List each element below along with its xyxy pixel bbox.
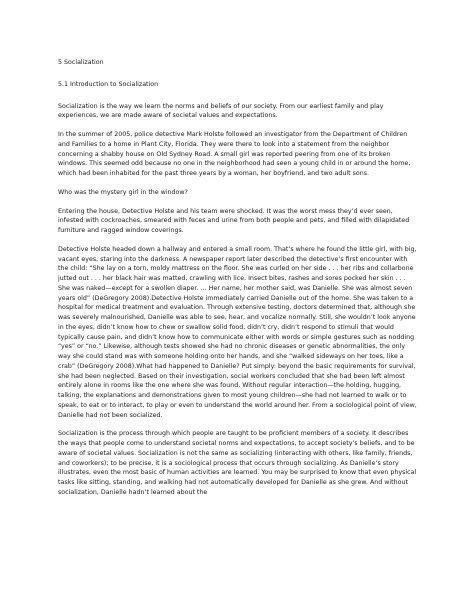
paragraph-5: Detective Holste headed down a hallway and entered a small room. That’s where he found the little girl, with big, vacant eyes, staring into the darkness. A newspaper report later described the detective’s first encounter with the child: “She lay on a torn, moldy mattress on the floor. She was curled on her side . . . her ribs and collarbone jutted out . . . her black hair was matted, crawling with lice. Insect bites, rashes and sores pocked her skin . . . She was naked—except for a swollen diaper. … Her name, her mother said, was Danielle. She was almost seven years old” (DeGregory 2008).Detective Holste immediately carried Danielle out of the home. She was taken to a hospital for medical treatment and evaluation. Through extensive testing, doctors determined that, although she was severely malnourished, Danielle was able to see, hear, and vocalize normally. Still, she wouldn’t look anyone in the eyes, didn’t know how to chew or swallow solid food, didn’t cry, didn’t respond to stimuli that would typically cause pain, and didn’t know how to communicate either with words or simple gestures such as nodding “yes” or “no.” Likewise, although tests showed she had no chronic diseases or genetic abnormalities, the only way she could stand was with someone holding onto her hands, and she “walked sideways on her toes, like a crab” (DeGregory 2008).What had happened to Danielle? Put simply: beyond the basic requirements for survival, she had been neglected. Based on their investigation, social workers concluded that she had been left almost entirely alone in rooms like the one where she was found. Without regular interaction—the holding, hugging, talking, the explanations and demonstrations given to most young children—she had not learned to walk or to speak, to eat or to interact, to play or even to understand the world around her. From a sociological point of view, Danielle had not been socialized. <box>58 245 417 419</box>
paragraph-6: Socialization is the process through which people are taught to be proficient members of a society. It describes the ways that people come to understand societal norms and expectations, to accept society’s beliefs, and to be aware of societal values. Socialization is not the same as socializing (interacting with others, like family, friends, and coworkers); to be precise, it is a sociological process that occurs through socializing. As Danielle’s story illustrates, even the most basic of human activities are learned. You may be surprised to know that even physical tasks like sitting, standing, and walking had not automatically developed for Danielle as she grew. And without socialization, Danielle hadn’t learned about the <box>58 430 417 496</box>
paragraph-2: In the summer of 2005, police detective Mark Holste followed an investigator from the Department of Children and Families to a home in Plant City, Florida. They were there to look into a statement from the neighbor concerning a shabby house on Old Sydney Road. A small girl was reported peering from one of its broken windows. This seemed odd because no one in the neighborhood had seen a young child in or around the home, which had been inhabited for the past three years by a woman, her boyfriend, and two adult sons. <box>58 131 411 177</box>
paragraph-1: Socialization is the way we learn the norms and beliefs of our society. From our earliest family and play experiences, we are made aware of societal values and expectations. <box>58 102 384 120</box>
paragraph-3: Who was the mystery girl in the window? <box>58 188 188 196</box>
document-page <box>58 58 418 507</box>
subsection-heading: 5.1 Introduction to Socialization <box>58 80 159 88</box>
section-heading: 5 Socialization <box>58 59 104 66</box>
paragraph-4: Entering the house, Detective Holste and his team were shocked. It was the worst mess they’d ever seen, infested with cockroaches, smeared with feces and urine from both people and pets, and filled with dilapidated furniture and ragged window coverings. <box>58 207 410 234</box>
